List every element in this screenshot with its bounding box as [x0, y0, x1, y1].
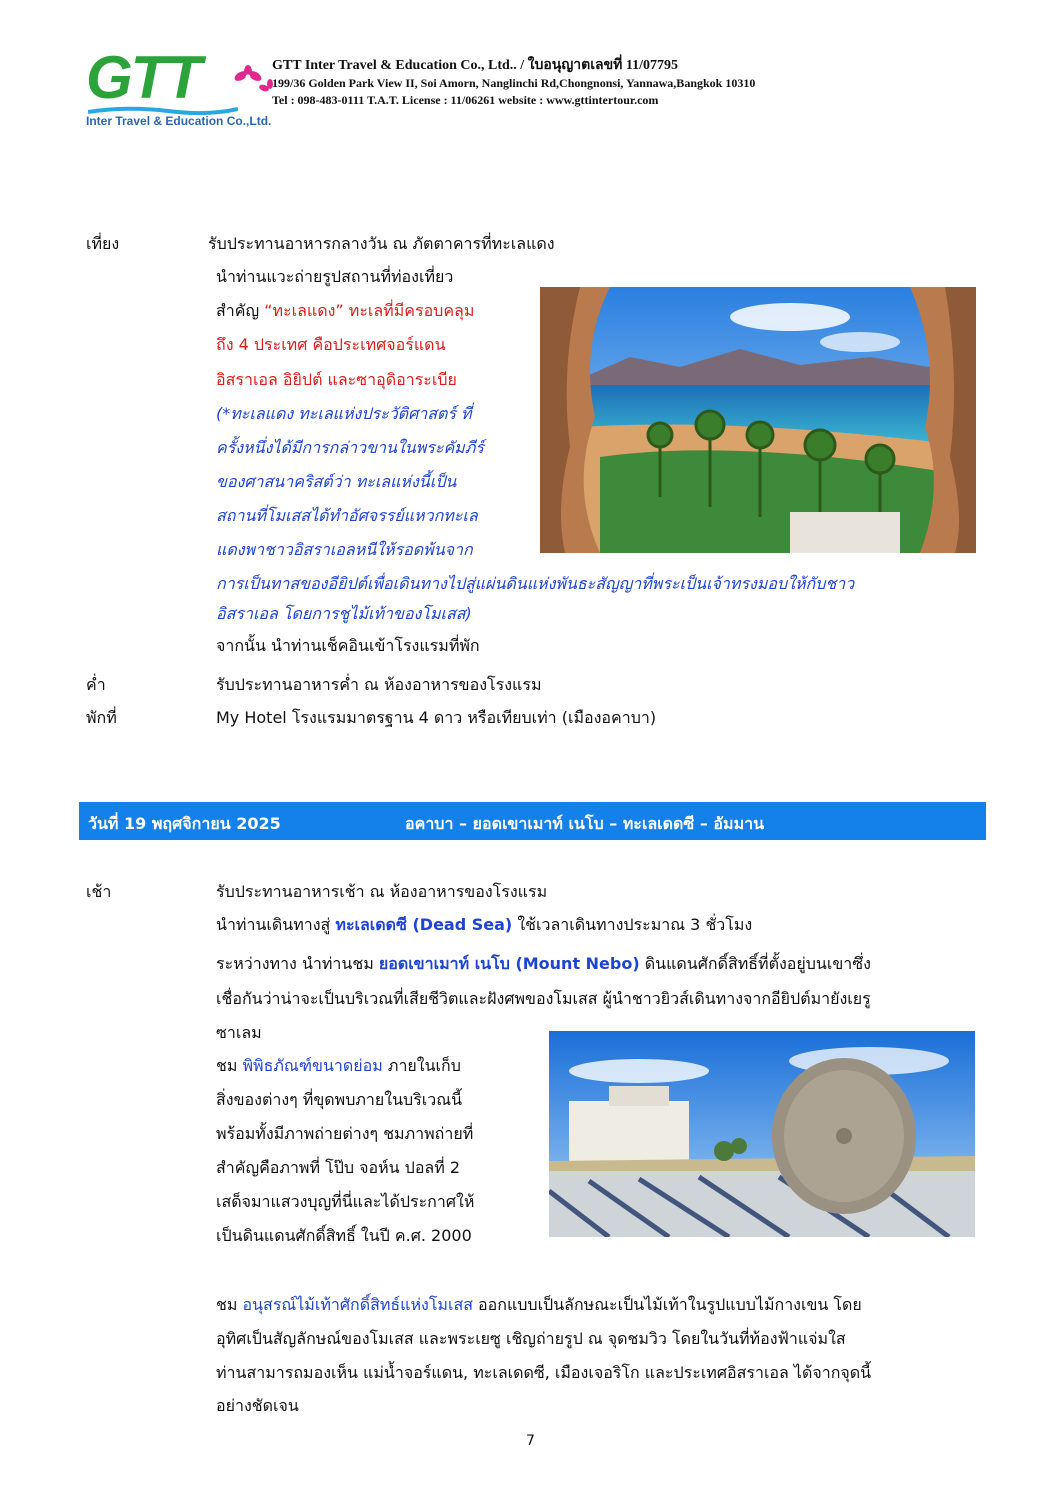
dinner-label: ค่ำ — [86, 675, 106, 694]
dead-sea-highlight: ทะเลเดดซี (Dead Sea) — [335, 915, 513, 934]
museum-line: เสด็จมาแสวงบุญที่นี่และได้ประกาศให้ — [216, 1192, 475, 1211]
page-number: 7 — [526, 1433, 535, 1449]
staff-line: อย่างชัดเจน — [216, 1396, 299, 1415]
museum-line: ชม พิพิธภัณฑ์ขนาดย่อม ภายในเก็บ — [216, 1056, 461, 1075]
morning-line: ระหว่างทาง นำท่านชม ยอดเขาเมาท์ เนโบ (Mount Nebo) ดินแดนศักดิ์สิทธิ์ที่ตั้งอยู่บนเขาซึ่ง — [216, 954, 871, 973]
dinner-text: รับประทานอาหารค่ำ ณ ห้องอาหารของโรงแรม — [216, 675, 542, 694]
lunch-para-line: ถึง 4 ประเทศ คือประเทศจอร์แดน — [216, 335, 446, 354]
lunch-para-line: อิสราเอล โดยการชูไม้เท้าของโมเสส) — [216, 604, 472, 623]
lunch-text: รับประทานอาหารกลางวัน ณ ภัตตาคารที่ทะเลแดง — [208, 234, 555, 253]
morning-text: รับประทานอาหารเช้า ณ ห้องอาหารของโรงแรม — [216, 882, 548, 901]
lunch-para-line: ของศาสนาคริสต์ว่า ทะเลแห่งนี้เป็น — [216, 472, 457, 491]
company-address: 199/36 Golden Park View II, Soi Amorn, Nanglinchi Rd,Chongnonsi, Yannawa,Bangkok 10310 — [272, 76, 756, 90]
red-sea-photo — [540, 287, 976, 553]
hotel-label: พักที่ — [86, 708, 117, 727]
lunch-para-line: การเป็นทาสของอียิปต์เพื่อเดินทางไปสู่แผ่นดินแห่งพันธะสัญญาที่พระเป็นเจ้าทรงมอบให้กับชาว — [216, 574, 855, 593]
museum-line: เป็นดินแดนศักดิ์สิทธิ์ ในปี ค.ศ. 2000 — [216, 1226, 472, 1245]
company-contact: Tel : 098-483-0111 T.A.T. License : 11/06261 website : www.gttintertour.com — [272, 93, 659, 107]
logo-subtitle: Inter Travel & Education Co.,Ltd. — [86, 114, 272, 128]
morning-line: นำท่านเดินทางสู่ ทะเลเดดซี (Dead Sea) ใช้เวลาเดินทางประมาณ 3 ชั่วโมง — [216, 915, 753, 934]
museum-highlight: พิพิธภัณฑ์ขนาดย่อม — [242, 1056, 383, 1075]
morning-line: ซาเลม — [216, 1023, 262, 1042]
lunch-para-line: สำคัญ “ทะเลแดง” ทะเลที่มีครอบคลุม — [216, 301, 475, 320]
staff-line: ท่านสามารถมองเห็น แม่น้ำจอร์แดน, ทะเลเดดซี, เมืองเจอริโก และประเทศอิสราเอล ได้จากจุดนี้ — [216, 1363, 872, 1382]
logo-text: GTT — [86, 44, 200, 111]
lunch-para-line: ครั้งหนึ่งได้มีการกล่าวขานในพระคัมภีร์ — [216, 438, 484, 457]
museum-line: สิ่งของต่างๆ ที่ขุดพบภายในบริเวณนี้ — [216, 1090, 463, 1109]
day-date: วันที่ 19 พฤศจิกายน 2025 — [88, 814, 281, 833]
company-name: GTT Inter Travel & Education Co., Ltd.. / ใบอนุญาตเลขที่ 11/07795 — [272, 58, 679, 73]
mount-nebo-photo — [549, 1031, 975, 1237]
lunch-para-line: สถานที่โมเสสได้ทำอัศจรรย์แหวกทะเล — [216, 506, 478, 525]
orchid-icon — [226, 62, 276, 102]
day-route: อคาบา – ยอดเขาเมาท์ เนโบ – ทะเลเดดซี – อัมมาน — [405, 814, 765, 833]
staff-memorial-highlight: อนุสรณ์ไม้เท้าศักดิ์สิทธ์แห่งโมเสส — [242, 1295, 473, 1314]
lunch-para-line: อิสราเอล อิยิปต์ และซาอุดิอาระเบีย — [216, 370, 457, 389]
staff-line: อุทิศเป็นสัญลักษณ์ของโมเสส และพระเยซู เชิญถ่ายรูป ณ จุดชมวิว โดยในวันที่ท้องฟ้าแจ่มใส — [216, 1329, 846, 1348]
lunch-para-line: (*ทะเลแดง ทะเลแห่งประวัติศาสตร์ ที่ — [216, 404, 472, 423]
red-sea-highlight: “ทะเลแดง” ทะเลที่มีครอบคลุม — [264, 301, 475, 320]
lunch-label: เที่ยง — [86, 234, 120, 253]
day-header-band — [79, 802, 986, 840]
lunch-para-line: นำท่านแวะถ่ายรูปสถานที่ท่องเที่ยว — [216, 267, 454, 286]
staff-line: ชม อนุสรณ์ไม้เท้าศักดิ์สิทธ์แห่งโมเสส ออกแบบเป็นลักษณะเป็นไม้เท้าในรูปแบบไม้กางเขน โดย — [216, 1295, 862, 1314]
lunch-para-line: จากนั้น นำท่านเช็คอินเข้าโรงแรมที่พัก — [216, 636, 480, 655]
company-logo — [86, 44, 276, 130]
museum-line: พร้อมทั้งมีภาพถ่ายต่างๆ ชมภาพถ่ายที่ — [216, 1124, 474, 1143]
morning-label: เช้า — [86, 882, 112, 901]
morning-line: เชื่อกันว่าน่าจะเป็นบริเวณที่เสียชีวิตและฝังศพของโมเสส ผู้นำชาวยิวส์เดินทางจากอียิปต์มายังเยรู — [216, 989, 871, 1008]
lunch-para-line: แดงพาชาวอิสราเอลหนีให้รอดพ้นจาก — [216, 540, 473, 559]
mount-nebo-highlight: ยอดเขาเมาท์ เนโบ (Mount Nebo) — [378, 954, 640, 973]
hotel-text: My Hotel โรงแรมมาตรฐาน 4 ดาว หรือเทียบเท่า (เมืองอคาบา) — [216, 708, 657, 727]
museum-line: สำคัญคือภาพที่ โป๊บ จอห์น ปอลที่ 2 — [216, 1158, 461, 1177]
